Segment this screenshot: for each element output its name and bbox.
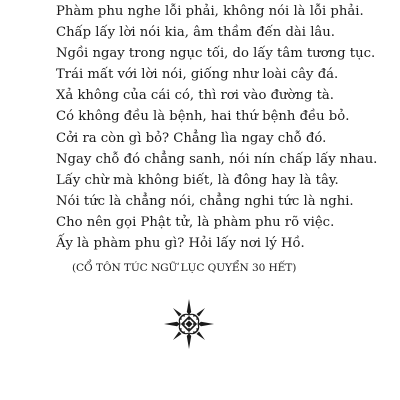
verse-line: Lấy chừ mà không biết, là đông hay là tây. — [56, 172, 339, 188]
verse-line: Cho nên gọi Phật tử, là phàm phu rõ việc. — [56, 214, 335, 230]
verse-line: Phàm phu nghe lỗi phải, không nói là lỗi phải. — [56, 4, 364, 19]
verse-line: Chấp lấy lời nói kia, âm thầm đến dài lâu. — [56, 25, 335, 41]
verse-line: Ấy là phàm phu gì? Hỏi lấy nơi lý Hồ. — [56, 236, 305, 252]
verse-line: Ngồi ngay trong ngục tối, do lấy tâm tương tục. — [56, 46, 376, 62]
verse-line: Có không đều là bệnh, hai thứ bệnh đều bỏ. — [56, 109, 350, 125]
colophon-end-note: (CỔ TÔN TÚC NGỮ LỤC QUYỂN 30 HẾT) — [72, 262, 297, 274]
verse-line: Trái mất với lời nói, giống như loài cây đá. — [56, 67, 339, 83]
verse-line: Cởi ra còn gì bỏ? Chẳng lìa ngay chỗ đó. — [56, 130, 327, 146]
verse-line: Nói tức là chẳng nói, chẳng nghi tức là nghi. — [56, 193, 354, 209]
verse-line: Ngay chỗ đó chẳng sanh, nói nín chấp lấy nhau. — [56, 151, 378, 167]
diamond-flourish-ornament-icon — [164, 299, 214, 349]
verse-line: Xả không của cái có, thì rơi vào đường tà. — [56, 88, 334, 104]
verse-block — [56, 1, 396, 254]
